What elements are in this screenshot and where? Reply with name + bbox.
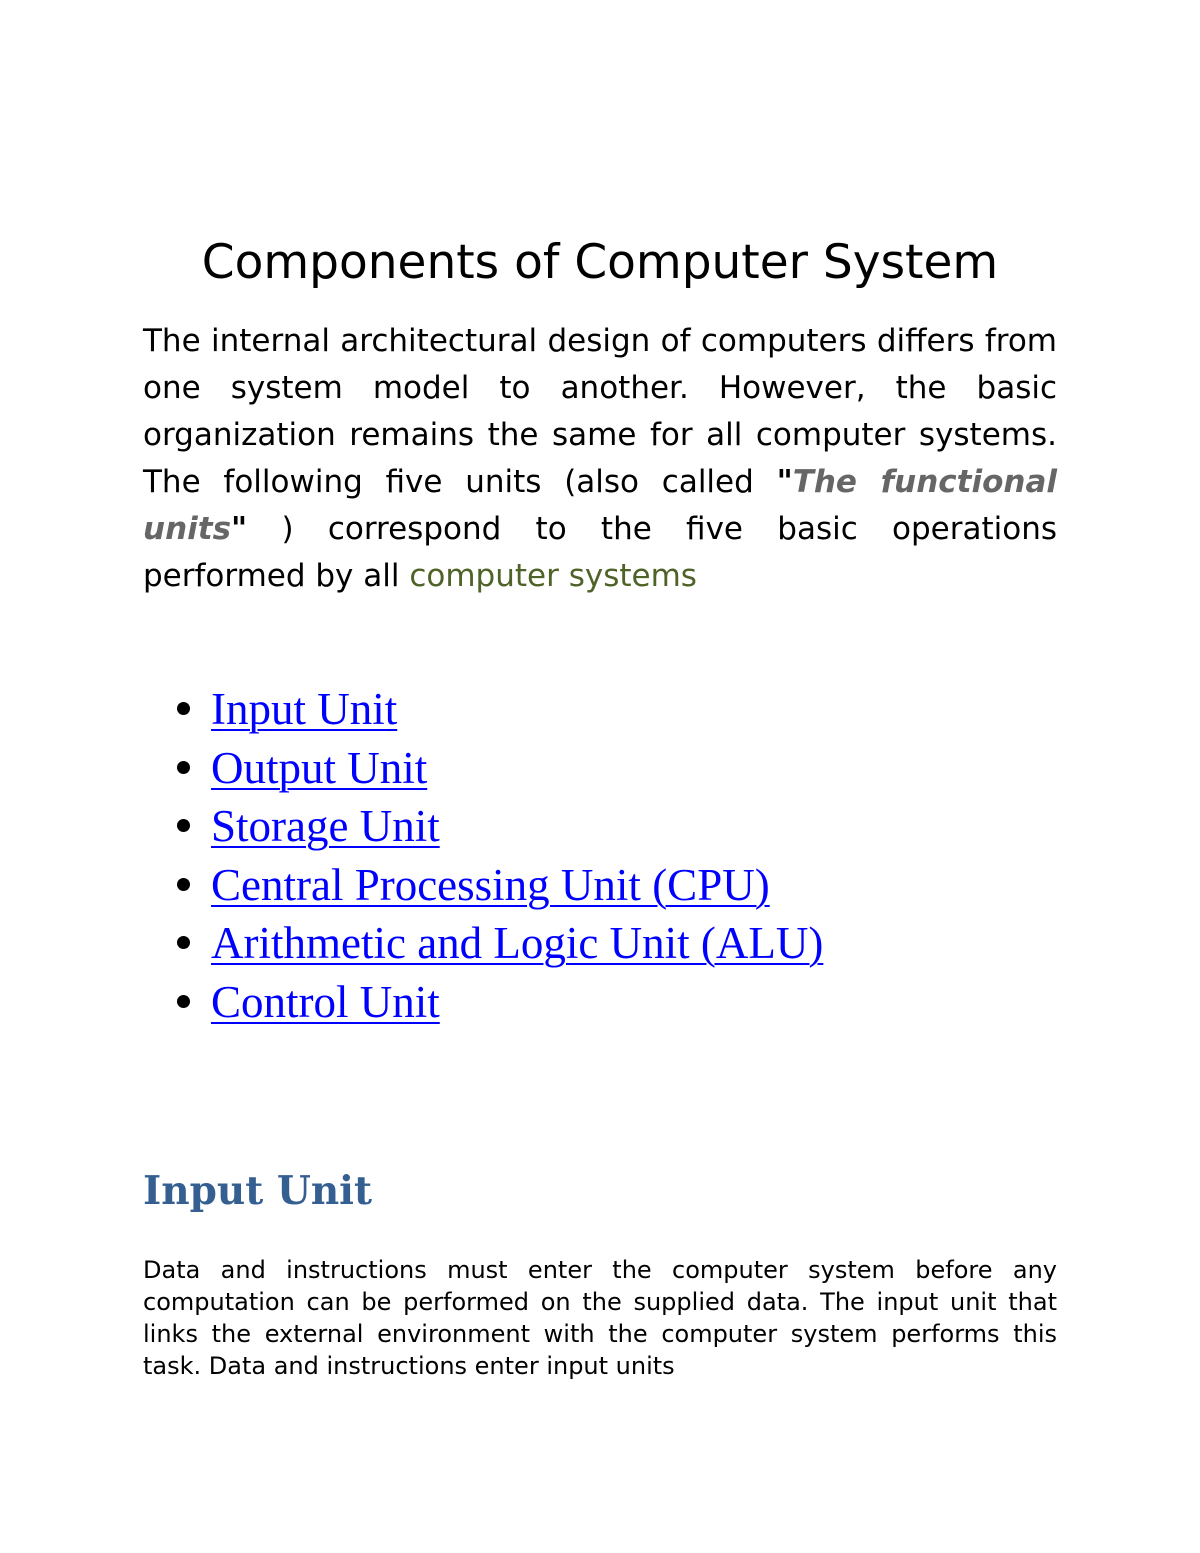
intro-text-1: The internal architectural design of computers differs from one system model to another. However, the basic organization remains the same for all computer systems. The following five units (also called — [143, 323, 1057, 500]
list-item — [143, 973, 1057, 1032]
link-input-unit[interactable]: Input Unit — [211, 684, 398, 734]
intro-text-2: ) correspond to the five basic operations performed by all — [143, 511, 1057, 594]
page-title: Components of Computer System — [201, 235, 999, 290]
section-heading-input-unit: Input Unit — [143, 1168, 373, 1214]
quote-close: " — [231, 511, 248, 547]
quote-open: " — [776, 464, 793, 500]
bullet-icon — [177, 936, 190, 949]
link-cpu[interactable]: Central Processing Unit (CPU) — [211, 859, 770, 910]
functional-units-emphasis: The functional units — [143, 464, 1058, 547]
bullet-icon — [177, 995, 190, 1008]
link-control-unit[interactable]: Control Unit — [211, 976, 440, 1027]
list-item — [143, 680, 1057, 739]
link-storage-unit[interactable]: Storage Unit — [211, 801, 440, 851]
bullet-icon — [177, 819, 190, 832]
computer-systems-link[interactable]: computer systems — [409, 558, 697, 594]
list-item — [143, 797, 1057, 856]
link-alu[interactable]: Arithmetic and Logic Unit (ALU) — [211, 918, 824, 968]
section-body-paragraph: Data and instructions must enter the computer system before any computation can be performed on the supplied data. The input unit that links the external environment with the computer system performs this task. Data and instructions enter input units — [143, 1256, 1057, 1380]
link-output-unit[interactable]: Output Unit — [211, 742, 428, 793]
list-item — [143, 739, 1057, 798]
bullet-icon — [177, 878, 190, 891]
units-list — [143, 680, 1057, 1031]
bullet-icon — [177, 702, 190, 715]
bullet-icon — [177, 761, 190, 774]
list-item — [143, 914, 1057, 973]
list-item — [143, 856, 1057, 915]
intro-paragraph — [143, 318, 1057, 600]
